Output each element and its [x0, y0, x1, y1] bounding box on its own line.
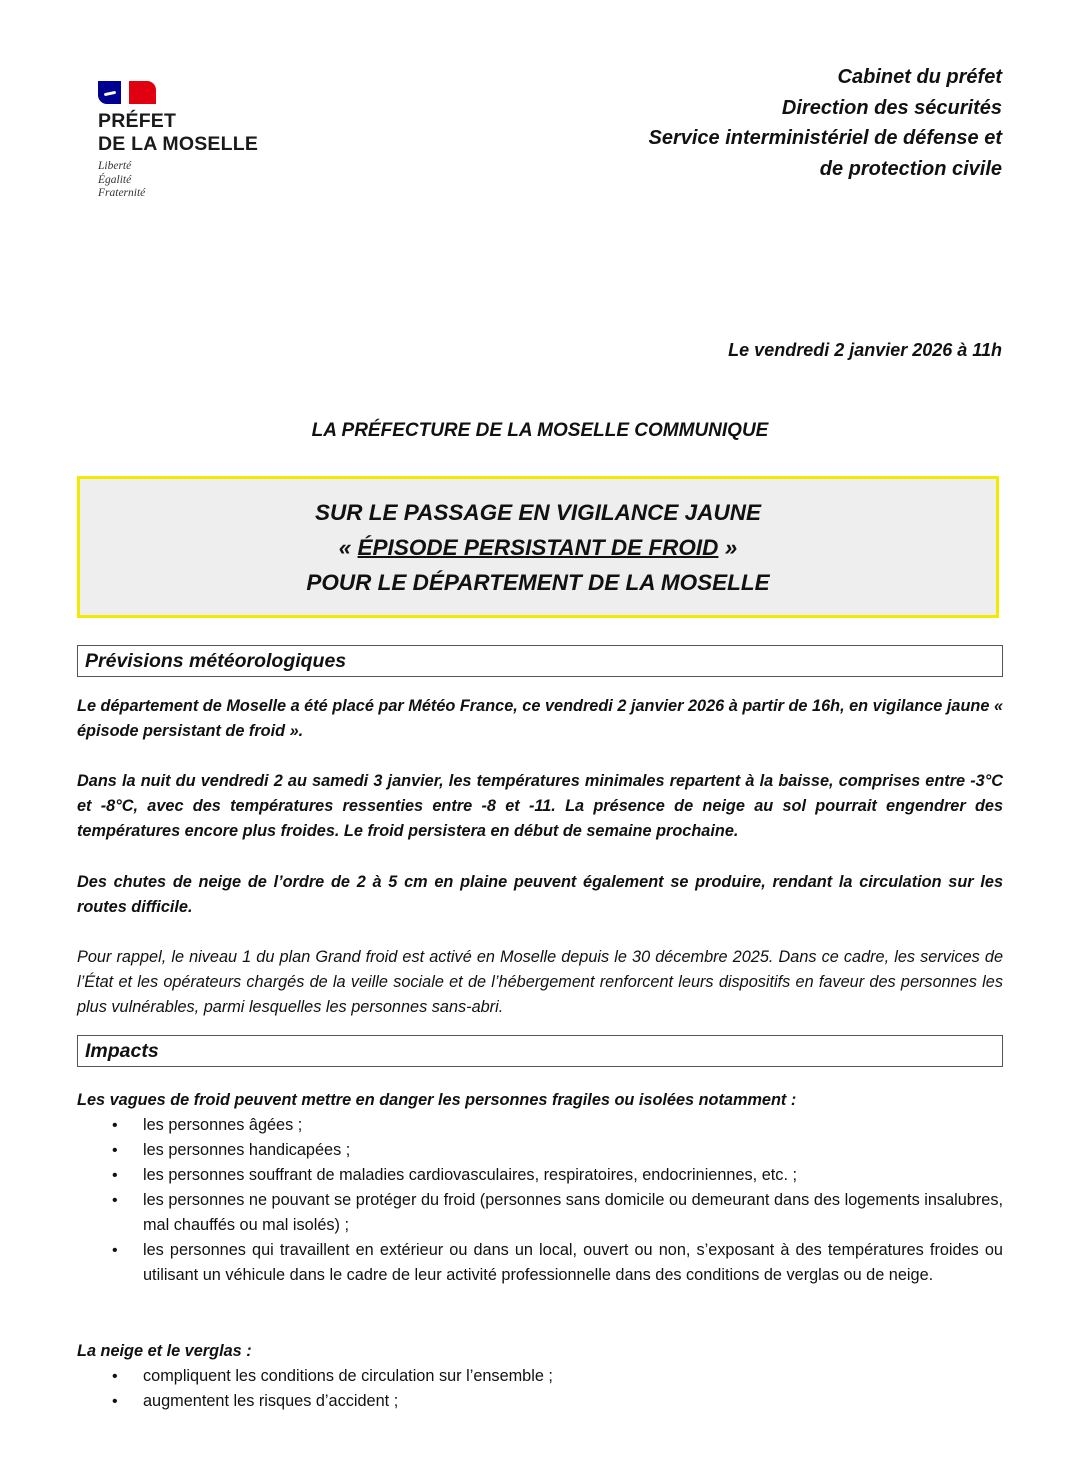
title-line2 — [339, 530, 737, 565]
list-item: • compliquent les conditions de circulation sur l’ensemble ; — [77, 1364, 1003, 1389]
motto-liberte: Liberté — [98, 160, 132, 172]
press-release-title-box — [77, 476, 999, 618]
snow-ice-heading: La neige et le verglas : — [77, 1342, 252, 1360]
list-item: • augmentent les risques d’accident ; — [77, 1389, 1003, 1414]
title-line1: SUR LE PASSAGE EN VIGILANCE JAUNE — [315, 499, 761, 525]
list-item: • les personnes souffrant de maladies cardiovasculaires, respiratoires, endocriniennes, etc. ; — [77, 1163, 1003, 1188]
service-line: de protection civile — [819, 157, 1002, 180]
publication-date: Le vendredi 2 janvier 2026 à 11h — [728, 340, 1002, 360]
title-underlined-phrase: ÉPISODE PERSISTANT DE FROID — [357, 534, 719, 560]
motto-fraternite: Fraternité — [98, 187, 146, 199]
logo-title-line1: PRÉFET — [98, 110, 177, 132]
title-quote-open: « — [338, 534, 358, 560]
section-heading-forecast: Prévisions météorologiques — [77, 645, 1003, 677]
logo-title — [98, 110, 298, 156]
prefecture-logo — [98, 81, 298, 201]
forecast-paragraph-3: Des chutes de neige de l’ordre de 2 à 5 cm en plaine peuvent également se produire, rendant la circulation sur les routes difficile. — [77, 873, 1003, 916]
forecast-paragraph-1: Le département de Moselle a été placé par Météo France, ce vendredi 2 janvier 2026 à partir de 16h, en vigilance jaune « épisode persistant de froid ». — [77, 697, 1003, 740]
vulnerable-people-list — [77, 1113, 1003, 1288]
list-item: • les personnes ne pouvant se protéger du froid (personnes sans domicile ou demeurant dans des logements insalubres, mal chauffés ou mal isolés) ; — [77, 1188, 1003, 1238]
forecast-paragraph-reminder: Pour rappel, le niveau 1 du plan Grand froid est activé en Moselle depuis le 30 décembre 2025. Dans ce cadre, les services de l’État et les opérateurs chargés de la veille sociale et de l’hébergement renforcent leurs dispositifs en faveur des personnes les plus vulnérables, parmi lesquelles les personnes sans-abri. — [77, 948, 1003, 1016]
motto-egalite: Égalité — [98, 173, 132, 186]
republic-motto — [98, 160, 298, 201]
logo-title-line2: DE LA MOSELLE — [98, 133, 259, 155]
communique-heading: LA PRÉFECTURE DE LA MOSELLE COMMUNIQUE — [311, 420, 769, 441]
service-line: Service interministériel de défense et — [648, 127, 1002, 149]
forecast-paragraph-2: Dans la nuit du vendredi 2 au samedi 3 janvier, les températures minimales repartent à la baisse, comprises entre -3°C et -8°C, avec des températures ressenties entre -8 et -11. La présence de neige au sol pourrait engendrer des températures encore plus froides. Le froid persistera en début de semaine prochaine. — [77, 772, 1003, 840]
list-item: • les personnes qui travaillent en extérieur ou dans un local, ouvert ou non, s’exposant à des températures froides ou utilisant un véhicule dans le cadre de leur activité professionnelle dans des conditions de verglas ou de neige. — [77, 1238, 1003, 1288]
impacts-intro: Les vagues de froid peuvent mettre en danger les personnes fragiles ou isolées notamment : — [77, 1091, 797, 1109]
flag-blue-band — [98, 81, 121, 104]
list-item: • les personnes handicapées ; — [77, 1138, 1003, 1163]
list-item: • les personnes âgées ; — [77, 1113, 1003, 1138]
service-line: Direction des sécurités — [781, 96, 1002, 119]
snow-ice-list — [77, 1364, 1003, 1414]
marianne-flag-icon — [98, 81, 156, 104]
section-heading-impacts: Impacts — [77, 1035, 1003, 1067]
title-line3: POUR LE DÉPARTEMENT DE LA MOSELLE — [306, 569, 770, 595]
service-line: Cabinet du préfet — [837, 66, 1002, 88]
flag-red-band — [129, 81, 156, 104]
flag-white-band — [121, 81, 129, 104]
title-quote-close: » — [718, 534, 738, 560]
issuing-service-block — [649, 62, 1003, 184]
